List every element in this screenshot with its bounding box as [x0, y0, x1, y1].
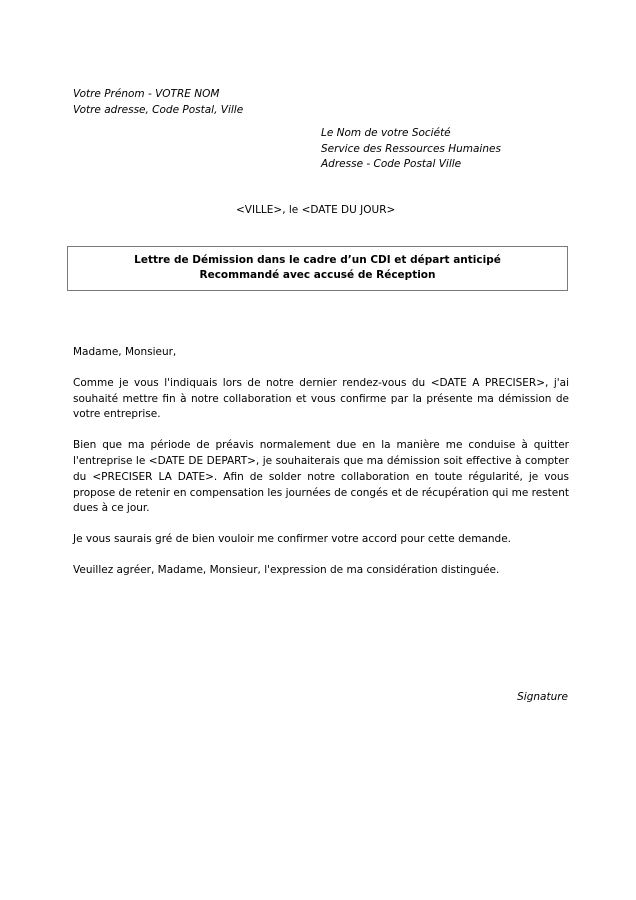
recipient-address-block [321, 126, 501, 173]
recipient-line: Adresse - Code Postal Ville [321, 158, 462, 170]
subject-line: Recommandé avec accusé de Réception [199, 269, 436, 281]
body-paragraph: Comme je vous l'indiquais lors de notre dernier rendez-vous du <DATE A PRECISER>, j'ai souhaité mettre fin à notre collaboration et vous confirme par la présente ma démission de votre entreprise. [73, 376, 569, 421]
recipient-line: Le Nom de votre Société [321, 127, 451, 139]
salutation: Madame, Monsieur, [73, 346, 177, 358]
place-and-date-line: <VILLE>, le <DATE DU JOUR> [236, 204, 396, 216]
subject-line: Lettre de Démission dans le cadre d’un CDI et départ anticipé [134, 254, 501, 266]
sender-address-block [73, 87, 243, 118]
sender-line: Votre Prénom - VOTRE NOM [73, 88, 220, 100]
sender-line: Votre adresse, Code Postal, Ville [73, 103, 244, 116]
closing-paragraph: Veuillez agréer, Madame, Monsieur, l'expression de ma considération distinguée. [73, 563, 500, 576]
subject-box [67, 246, 568, 291]
body-paragraph: Je vous saurais gré de bien vouloir me confirmer votre accord pour cette demande. [73, 533, 511, 546]
body-paragraph: Bien que ma période de préavis normalement due en la manière me conduise à quitter l'entreprise le <DATE DE DEPART>, je souhaiterais que ma démission soit effective à compter du <PRECISER LA DATE>. Afin de solder notre collaboration en toute régularité, je vous propose de retenir en compensation les journées de congés et de récupération qui me restent dues à ce jour. [73, 439, 569, 515]
letter-body [73, 345, 569, 579]
recipient-line: Service des Ressources Humaines [321, 142, 501, 155]
signature-label: Signature [517, 691, 568, 703]
